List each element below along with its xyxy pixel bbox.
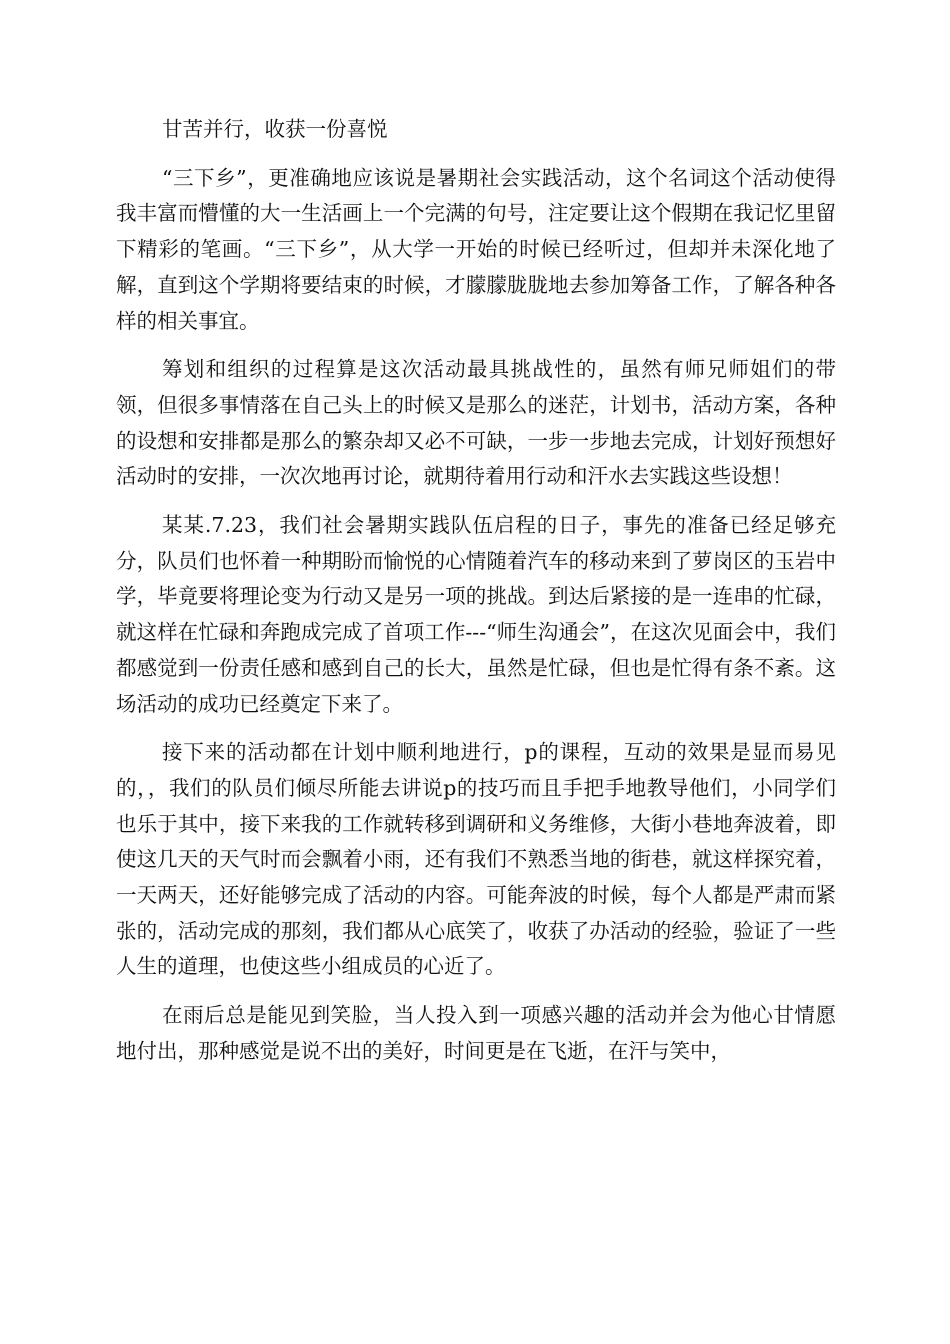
paragraph-1: “三下乡”，更准确地应该说是暑期社会实践活动，这个名词这个活动使得我丰富而懵懂的大一生活画上一个完满的句号，注定要让这个假期在我记忆里留下精彩的笔画。“三下乡”，从大学一开始的时候已经听过，但却并未深化地了解，直到这个学期将要结束的时候，才朦朦胧胧地去参加筹备工作，了解各种各样的相关事宜。 [116,165,836,333]
document-title: 甘苦并行，收获一份喜悦 [162,117,388,141]
paragraph-2: 筹划和组织的过程算是这次活动最具挑战性的，虽然有师兄师姐们的带领，但很多事情落在自己头上的时候又是那么的迷茫，计划书，活动方案，各种的设想和安排都是那么的繁杂却又必不可缺，一步一步地去完成，计划好预想好活动时的安排，一次次地再讨论，就期待着用行动和汗水去实践这些设想！ [116,357,836,489]
document-page [116,112,836,1083]
paragraph-3: 某某.7.23，我们社会暑期实践队伍启程的日子，事先的准备已经足够充分，队员们也怀着一种期盼而愉悦的心情随着汽车的移动来到了萝岗区的玉岩中学，毕竟要将理论变为行动又是另一项的挑战。到达后紧接的是一连串的忙碌，就这样在忙碌和奔跑成完成了首项工作---“师生沟通会”，在这次见面会中，我们都感觉到一份责任感和感到自己的长大，虽然是忙碌，但也是忙得有条不紊。这场活动的成功已经奠定下来了。 [116,513,836,716]
paragraph-4: 接下来的活动都在计划中顺利地进行，p的课程，互动的效果是显而易见的，，我们的队员们倾尽所能去讲说p的技巧而且手把手地教导他们，小同学们也乐于其中，接下来我的工作就转移到调研和义务维修，大街小巷地奔波着，即使这几天的天气时而会飘着小雨，还有我们不熟悉当地的街巷，就这样探究着，一天两天，还好能够完成了活动的内容。可能奔波的时候，每个人都是严肃而紧张的，活动完成的那刻，我们都从心底笑了，收获了办活动的经验，验证了一些人生的道理，也使这些小组成员的心近了。 [116,740,836,979]
paragraph-5: 在雨后总是能见到笑脸，当人投入到一项感兴趣的活动并会为他心甘情愿地付出，那种感觉是说不出的美好，时间更是在飞逝，在汗与笑中， [116,1003,836,1063]
